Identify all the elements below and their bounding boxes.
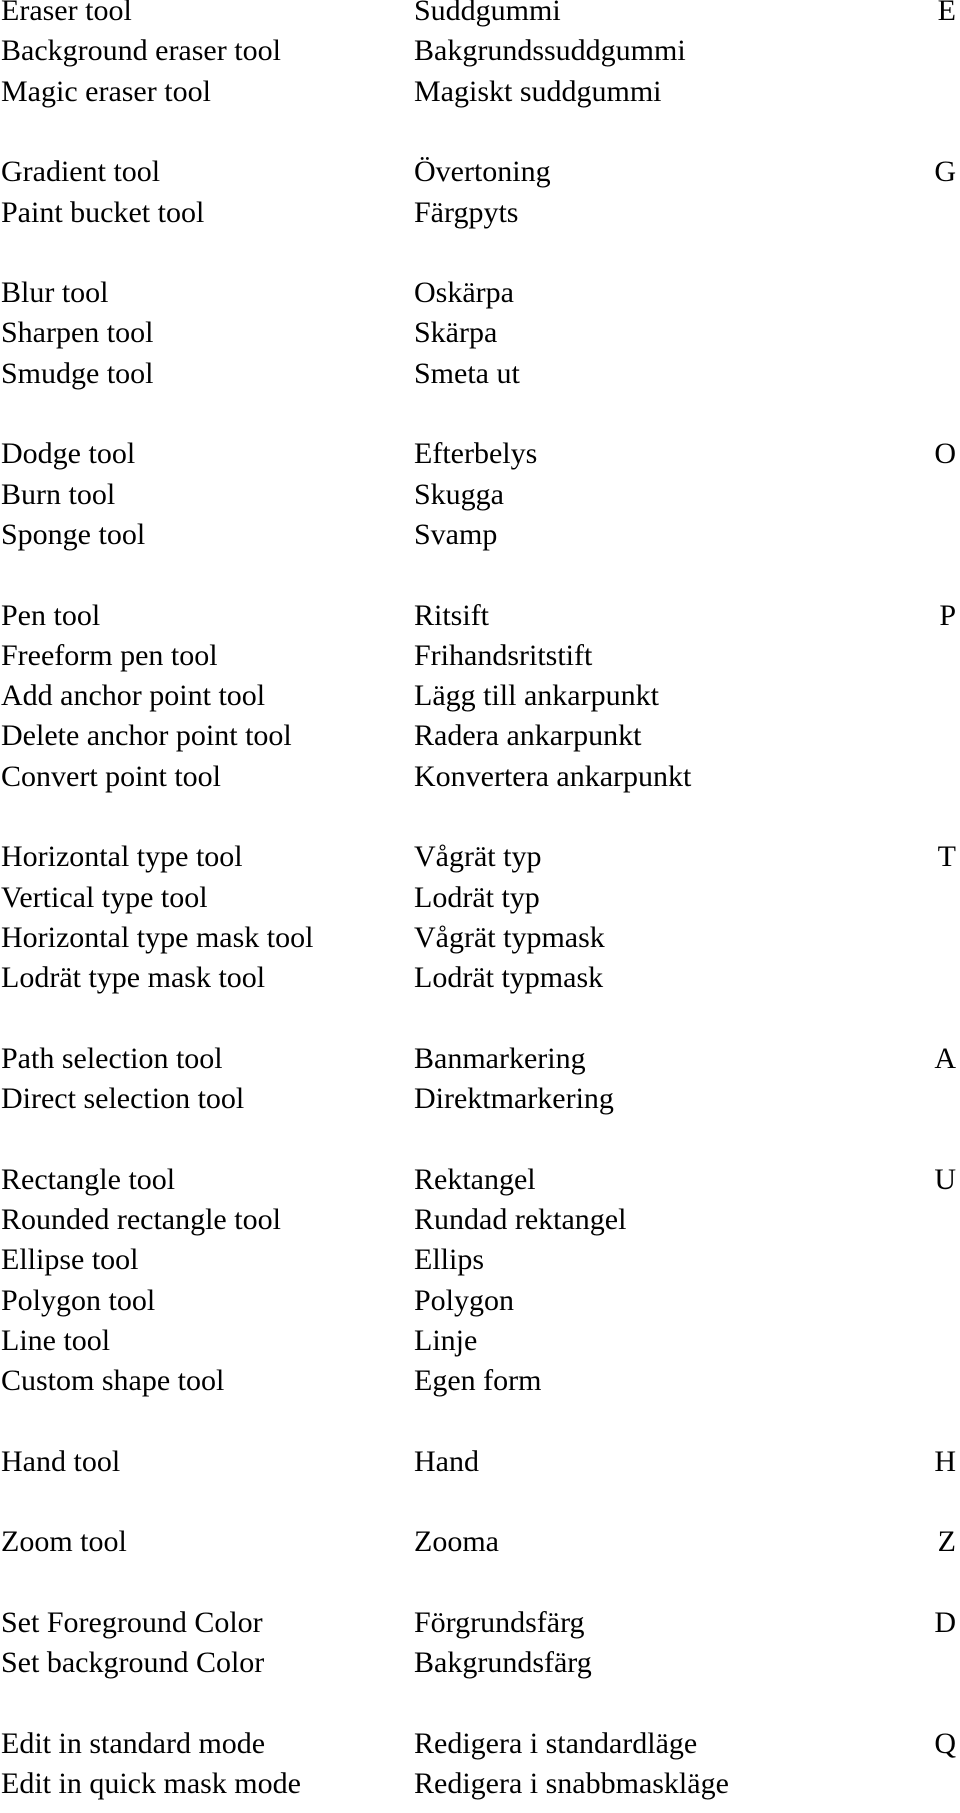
table-row bbox=[0, 0, 960, 35]
table-row bbox=[0, 438, 960, 478]
table-row bbox=[0, 680, 960, 720]
english-tool-name: Delete anchor point tool bbox=[1, 719, 292, 753]
swedish-tool-name: Rundad rektangel bbox=[414, 1203, 627, 1236]
table-row bbox=[0, 922, 960, 962]
swedish-tool-name: Förgrundsfärg bbox=[414, 1606, 585, 1639]
swedish-tool-name: Banmarkering bbox=[414, 1041, 586, 1075]
english-tool-name: Dodge tool bbox=[1, 437, 136, 471]
swedish-tool-name: Färgpyts bbox=[414, 195, 519, 229]
english-tool-name: Hand tool bbox=[1, 1444, 121, 1478]
table-row bbox=[0, 277, 960, 317]
shortcut-key: Q bbox=[934, 1726, 956, 1760]
swedish-tool-name: Lodrät typ bbox=[414, 880, 540, 914]
english-tool-name: Gradient tool bbox=[1, 155, 161, 189]
english-tool-name: Polygon tool bbox=[1, 1283, 156, 1317]
swedish-tool-name: Skugga bbox=[414, 477, 504, 511]
table-row bbox=[0, 720, 960, 760]
table-row bbox=[0, 1043, 960, 1083]
english-tool-name: Sharpen tool bbox=[1, 316, 154, 350]
shortcut-key: Z bbox=[937, 1525, 956, 1559]
swedish-tool-name: Redigera i snabbmaskläge bbox=[414, 1767, 729, 1801]
table-row bbox=[0, 1607, 960, 1647]
swedish-tool-name: Egen form bbox=[414, 1364, 542, 1398]
table-row bbox=[0, 358, 960, 398]
swedish-tool-name: Rektangel bbox=[414, 1162, 536, 1196]
table-row bbox=[0, 1204, 960, 1244]
shortcut-key: T bbox=[937, 840, 956, 874]
swedish-tool-name: Hand bbox=[414, 1444, 479, 1478]
table-row bbox=[0, 1647, 960, 1687]
swedish-tool-name: Oskärpa bbox=[414, 276, 514, 310]
swedish-tool-name: Polygon bbox=[414, 1283, 515, 1317]
table-row bbox=[0, 1728, 960, 1768]
shortcut-key: G bbox=[934, 155, 956, 189]
table-row bbox=[0, 1244, 960, 1284]
swedish-tool-name: Linje bbox=[414, 1323, 478, 1357]
english-tool-name: Line tool bbox=[1, 1323, 111, 1357]
english-tool-name: Ellipse tool bbox=[1, 1243, 139, 1277]
swedish-tool-name: Konvertera ankarpunkt bbox=[414, 759, 692, 793]
swedish-tool-name: Skärpa bbox=[414, 316, 498, 350]
swedish-tool-name: Svamp bbox=[414, 517, 498, 551]
swedish-tool-name: Smeta ut bbox=[414, 356, 520, 390]
table-row bbox=[0, 76, 960, 116]
english-tool-name: Horizontal type tool bbox=[1, 840, 243, 874]
english-tool-name: Horizontal type mask tool bbox=[1, 920, 314, 954]
swedish-tool-name: Ritsift bbox=[414, 598, 490, 632]
english-tool-name: Direct selection tool bbox=[1, 1082, 245, 1116]
shortcut-key: O bbox=[934, 437, 956, 471]
english-tool-name: Magic eraser tool bbox=[1, 74, 211, 108]
english-tool-name: Convert point tool bbox=[1, 759, 221, 793]
english-tool-name: Eraser tool bbox=[1, 0, 132, 27]
table-row bbox=[0, 962, 960, 1002]
english-tool-name: Rounded rectangle tool bbox=[1, 1203, 281, 1236]
swedish-tool-name: Ellips bbox=[414, 1243, 485, 1277]
shortcut-key: P bbox=[939, 598, 956, 632]
english-tool-name: Set Foreground Color bbox=[1, 1606, 263, 1639]
table-row bbox=[0, 882, 960, 922]
english-tool-name: Sponge tool bbox=[1, 517, 146, 551]
table-row bbox=[0, 1526, 960, 1566]
english-tool-name: Blur tool bbox=[1, 276, 109, 310]
swedish-tool-name: Direktmarkering bbox=[414, 1082, 614, 1116]
table-row bbox=[0, 197, 960, 237]
english-tool-name: Pen tool bbox=[1, 598, 101, 632]
swedish-tool-name: Magiskt suddgummi bbox=[414, 74, 662, 108]
table-row bbox=[0, 1285, 960, 1325]
table-row bbox=[0, 156, 960, 196]
swedish-tool-name: Frihandsritstift bbox=[414, 638, 593, 672]
swedish-tool-name: Vågrät typmask bbox=[414, 920, 605, 954]
swedish-tool-name: Redigera i standardläge bbox=[414, 1726, 698, 1760]
swedish-tool-name: Bakgrundssuddgummi bbox=[414, 34, 686, 68]
table-row bbox=[0, 35, 960, 75]
english-tool-name: Lodrät type mask tool bbox=[1, 961, 266, 995]
english-tool-name: Smudge tool bbox=[1, 356, 154, 390]
shortcut-key: U bbox=[934, 1162, 956, 1196]
english-tool-name: Zoom tool bbox=[1, 1525, 127, 1559]
english-tool-name: Background eraser tool bbox=[1, 34, 281, 68]
swedish-tool-name: Lodrät typmask bbox=[414, 961, 604, 995]
table-row bbox=[0, 519, 960, 559]
table-row bbox=[0, 761, 960, 801]
table-row bbox=[0, 1768, 960, 1808]
english-tool-name: Add anchor point tool bbox=[1, 679, 266, 713]
table-row bbox=[0, 317, 960, 357]
english-tool-name: Path selection tool bbox=[1, 1041, 223, 1075]
swedish-tool-name: Bakgrundsfärg bbox=[414, 1646, 592, 1680]
english-tool-name: Edit in standard mode bbox=[1, 1726, 266, 1760]
table-row bbox=[0, 479, 960, 519]
table-row bbox=[0, 1325, 960, 1365]
english-tool-name: Paint bucket tool bbox=[1, 195, 205, 229]
swedish-tool-name: Radera ankarpunkt bbox=[414, 719, 642, 753]
english-tool-name: Burn tool bbox=[1, 477, 116, 511]
shortcut-key: D bbox=[934, 1606, 956, 1639]
swedish-tool-name: Övertoning bbox=[414, 155, 551, 189]
shortcut-key: A bbox=[934, 1041, 956, 1075]
swedish-tool-name: Lägg till ankarpunkt bbox=[414, 679, 659, 713]
english-tool-name: Edit in quick mask mode bbox=[1, 1767, 301, 1801]
english-tool-name: Rectangle tool bbox=[1, 1162, 176, 1196]
table-row bbox=[0, 1164, 960, 1204]
table-row bbox=[0, 1446, 960, 1486]
table-row bbox=[0, 640, 960, 680]
table-row bbox=[0, 600, 960, 640]
english-tool-name: Vertical type tool bbox=[1, 880, 208, 914]
swedish-tool-name: Vågrät typ bbox=[414, 840, 542, 874]
table-row bbox=[0, 1365, 960, 1405]
table-row bbox=[0, 841, 960, 881]
english-tool-name: Freeform pen tool bbox=[1, 638, 218, 672]
swedish-tool-name: Suddgummi bbox=[414, 0, 561, 27]
english-tool-name: Custom shape tool bbox=[1, 1364, 225, 1398]
swedish-tool-name: Zooma bbox=[414, 1525, 499, 1559]
english-tool-name: Set background Color bbox=[1, 1646, 265, 1680]
shortcut-key: E bbox=[937, 0, 956, 27]
table-row bbox=[0, 1083, 960, 1123]
swedish-tool-name: Efterbelys bbox=[414, 437, 538, 471]
shortcut-key: H bbox=[934, 1444, 956, 1478]
